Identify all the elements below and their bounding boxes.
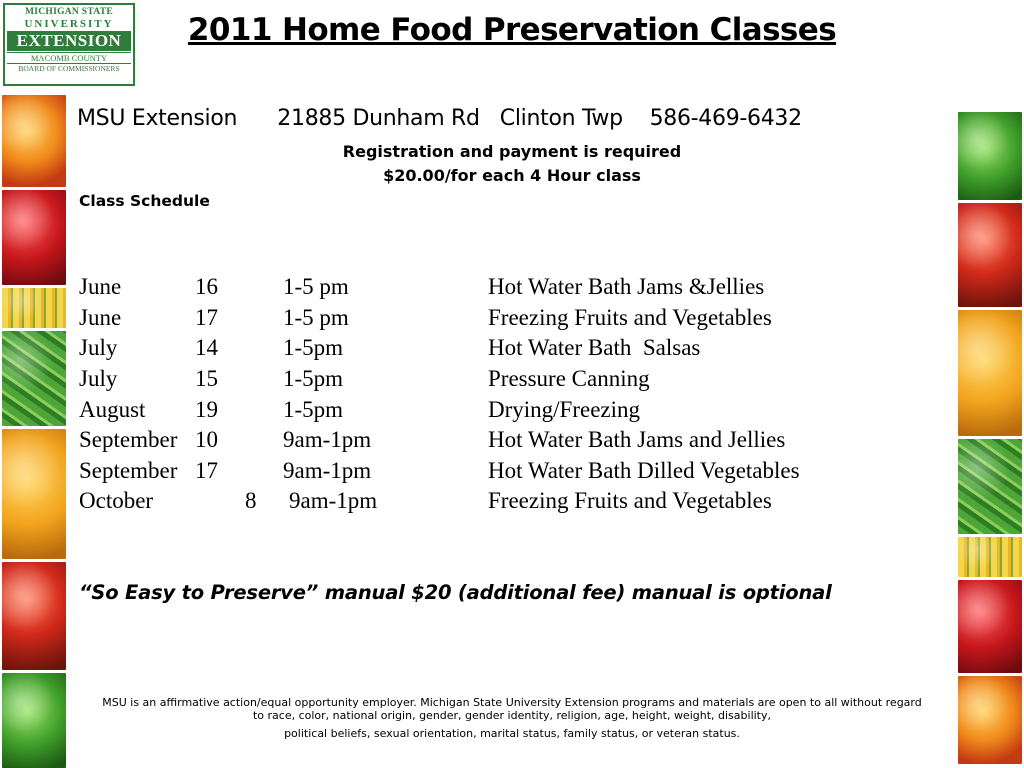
class-month: July — [79, 335, 118, 361]
msu-extension-logo — [3, 3, 135, 86]
orange-photo — [958, 310, 1022, 436]
left-photo-strip — [2, 95, 66, 768]
class-time: 1-5pm — [283, 366, 344, 392]
tomato-photo — [2, 562, 66, 670]
class-title: Freezing Fruits and Vegetables — [488, 304, 772, 330]
contact-address: MSU Extension 21885 Dunham Rd Clinton Twp 586-469-6432 — [77, 106, 802, 131]
class-time: 9am-1pm — [283, 427, 372, 453]
class-title: Hot Water Bath Salsas — [488, 335, 701, 361]
class-title: Freezing Fruits and Vegetables — [488, 488, 772, 514]
schedule-row — [79, 303, 879, 334]
logo-line-5: BOARD OF COMMISSIONERS — [7, 63, 131, 74]
class-day: 10 — [195, 427, 218, 453]
pepper-photo — [958, 112, 1022, 200]
class-time: 1-5 pm — [283, 274, 349, 300]
logo-line-3: EXTENSION — [7, 31, 131, 51]
class-time: 1-5pm — [283, 396, 344, 422]
class-month: October — [79, 488, 154, 514]
strawberry-photo — [2, 190, 66, 285]
equal-opportunity-disclaimer — [76, 696, 948, 740]
class-time: 9am-1pm — [283, 457, 372, 483]
class-title: Hot Water Bath Jams &Jellies — [488, 274, 765, 300]
class-month: September — [79, 457, 178, 483]
logo-line-1: MICHIGAN STATE — [24, 7, 114, 17]
class-time: 1-5 pm — [283, 304, 349, 330]
peach-photo — [2, 95, 66, 187]
corn-photo — [958, 537, 1022, 577]
class-day: 14 — [195, 335, 218, 361]
pepper-photo — [2, 673, 66, 768]
tomato-photo — [958, 203, 1022, 307]
schedule-row — [79, 486, 879, 517]
manual-note: “So Easy to Preserve” manual $20 (additional fee) manual is optional — [79, 581, 832, 604]
class-title: Hot Water Bath Dilled Vegetables — [488, 457, 800, 483]
right-photo-strip — [958, 112, 1022, 764]
class-day: 8 — [245, 488, 257, 514]
class-title: Hot Water Bath Jams and Jellies — [488, 427, 786, 453]
disclaimer-line-1: MSU is an affirmative action/equal opportunity employer. Michigan State University Extension programs and materials are open to all without regard — [102, 696, 922, 709]
class-time: 1-5pm — [283, 335, 344, 361]
okra-photo — [958, 439, 1022, 534]
okra-photo — [2, 331, 66, 426]
schedule-heading: Class Schedule — [79, 192, 210, 210]
strawberry-photo — [958, 580, 1022, 673]
class-month: July — [79, 366, 118, 392]
class-day: 19 — [195, 396, 218, 422]
class-month: June — [79, 304, 122, 330]
class-day: 15 — [195, 366, 218, 392]
orange-photo — [2, 429, 66, 559]
class-month: June — [79, 274, 122, 300]
schedule-row — [79, 272, 879, 303]
schedule-row — [79, 425, 879, 456]
class-day: 17 — [195, 457, 218, 483]
class-month: August — [79, 396, 146, 422]
disclaimer-line-3: political beliefs, sexual orientation, marital status, family status, or veteran status. — [284, 727, 740, 740]
corn-photo — [2, 288, 66, 328]
schedule-row — [79, 456, 879, 487]
disclaimer-line-2: to race, color, national origin, gender, gender identity, religion, age, height, weight, disability, — [252, 709, 771, 722]
class-title: Drying/Freezing — [488, 396, 641, 422]
class-price: $20.00/for each 4 Hour class — [383, 166, 641, 185]
schedule-row — [79, 364, 879, 395]
peach-photo — [958, 676, 1022, 764]
logo-line-4: MACOMB COUNTY — [7, 52, 131, 63]
class-day: 16 — [195, 274, 218, 300]
schedule-row — [79, 394, 879, 425]
class-day: 17 — [195, 304, 218, 330]
logo-line-2: UNIVERSITY — [24, 18, 114, 30]
class-month: September — [79, 427, 178, 453]
class-schedule-table — [79, 272, 879, 517]
registration-note: Registration and payment is required — [342, 142, 682, 161]
class-title: Pressure Canning — [488, 366, 650, 392]
page-title: 2011 Home Food Preservation Classes — [187, 12, 837, 48]
class-time: 9am-1pm — [289, 488, 378, 514]
schedule-row — [79, 333, 879, 364]
